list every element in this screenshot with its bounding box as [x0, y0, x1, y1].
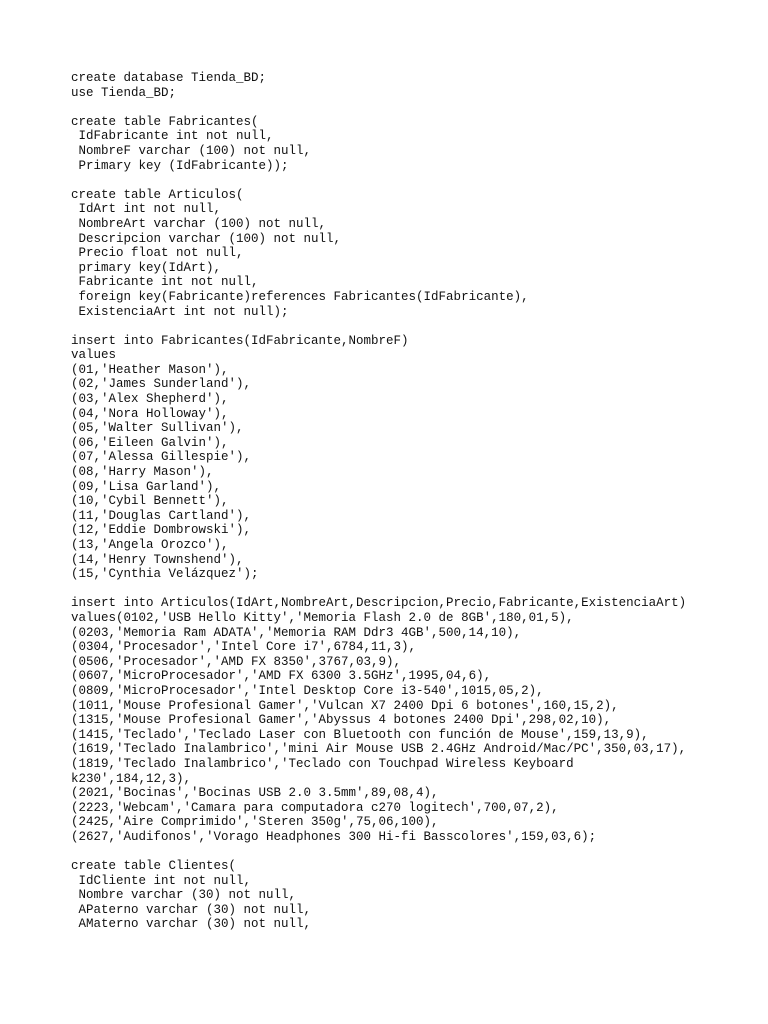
code-line: IdCliente int not null,: [71, 873, 252, 888]
code-line: (1819,'Teclado Inalambrico','Teclado con Touchpad Wireless Keyboard: [71, 756, 574, 771]
code-line: (14,'Henry Townshend'),: [71, 552, 244, 567]
code-line: (01,'Heather Mason'),: [71, 362, 229, 377]
code-line: create table Clientes(: [71, 859, 237, 874]
code-line: k230',184,12,3),: [71, 771, 192, 786]
code-line: (1011,'Mouse Profesional Gamer','Vulcan X7 2400 Dpi 6 botones',160,15,2),: [71, 698, 619, 713]
code-line: Precio float not null,: [71, 246, 244, 261]
code-section: [71, 334, 751, 582]
code-line: (1415,'Teclado','Teclado Laser con Bluetooth con función de Mouse',159,13,9),: [71, 727, 649, 742]
code-line: (04,'Nora Holloway'),: [71, 406, 229, 421]
code-line: IdArt int not null,: [71, 202, 222, 217]
code-line: create database Tienda_BD;: [71, 71, 267, 85]
code-line: foreign key(Fabricante)references Fabricantes(IdFabricante),: [71, 289, 529, 304]
code-line: AMaterno varchar (30) not null,: [71, 917, 312, 932]
code-line: (2627,'Audifonos','Vorago Headphones 300 Hi-fi Basscolores',159,03,6);: [71, 829, 597, 844]
code-line: NombreArt varchar (100) not null,: [71, 216, 327, 231]
code-line: (1315,'Mouse Profesional Gamer','Abyssus 4 botones 2400 Dpi',298,02,10),: [71, 713, 612, 728]
code-line: NombreF varchar (100) not null,: [71, 143, 312, 158]
code-section: [71, 188, 751, 319]
code-line: use Tienda_BD;: [71, 85, 177, 100]
sql-script: [71, 71, 751, 947]
code-line: ExistenciaArt int not null);: [71, 304, 289, 319]
code-line: (0506,'Procesador','AMD FX 8350',3767,03,9),: [71, 654, 402, 669]
code-line: (02,'James Sunderland'),: [71, 377, 252, 392]
code-line: (2425,'Aire Comprimido','Steren 350g',75,06,100),: [71, 815, 439, 830]
code-line: (15,'Cynthia Velázquez');: [71, 567, 259, 582]
code-line: (10,'Cybil Bennett'),: [71, 494, 229, 509]
code-line: (2021,'Bocinas','Bocinas USB 2.0 3.5mm',89,08,4),: [71, 786, 439, 801]
code-line: (12,'Eddie Dombrowski'),: [71, 523, 252, 538]
code-line: primary key(IdArt),: [71, 260, 222, 275]
code-line: (05,'Walter Sullivan'),: [71, 421, 244, 436]
code-line: values: [71, 348, 117, 363]
code-line: (09,'Lisa Garland'),: [71, 479, 222, 494]
code-line: Primary key (IdFabricante));: [71, 158, 289, 173]
code-line: insert into Fabricantes(IdFabricante,NombreF): [71, 333, 409, 348]
code-line: (08,'Harry Mason'),: [71, 465, 214, 480]
code-section: [71, 859, 751, 932]
code-line: (1619,'Teclado Inalambrico','mini Air Mouse USB 2.4GHz Android/Mac/PC',350,03,17),: [71, 742, 687, 757]
code-line: (11,'Douglas Cartland'),: [71, 508, 252, 523]
code-line: (03,'Alex Shepherd'),: [71, 392, 229, 407]
code-line: insert into Articulos(IdArt,NombreArt,Descripcion,Precio,Fabricante,ExistenciaArt): [71, 596, 687, 611]
code-line: (0203,'Memoria Ram ADATA','Memoria RAM Ddr3 4GB',500,14,10),: [71, 625, 522, 640]
code-line: values(0102,'USB Hello Kitty','Memoria Flash 2.0 de 8GB',180,01,5),: [71, 610, 574, 625]
code-line: Descripcion varchar (100) not null,: [71, 231, 342, 246]
code-line: APaterno varchar (30) not null,: [71, 902, 312, 917]
code-line: create table Articulos(: [71, 187, 244, 202]
code-line: (0607,'MicroProcesador','AMD FX 6300 3.5GHz',1995,04,6),: [71, 669, 492, 684]
code-line: (0304,'Procesador','Intel Core i7',6784,11,3),: [71, 640, 417, 655]
code-line: (13,'Angela Orozco'),: [71, 538, 229, 552]
code-line: (0809,'MicroProcesador','Intel Desktop Core i3-540',1015,05,2),: [71, 683, 544, 698]
code-line: (06,'Eileen Galvin'),: [71, 435, 229, 450]
code-line: Fabricante int not null,: [71, 275, 259, 290]
code-line: Nombre varchar (30) not null,: [71, 888, 297, 903]
code-section: [71, 71, 751, 100]
code-line: (2223,'Webcam','Camara para computadora c270 logitech',700,07,2),: [71, 800, 559, 815]
code-line: IdFabricante int not null,: [71, 129, 274, 144]
code-section: [71, 596, 751, 844]
code-line: create table Fabricantes(: [71, 114, 259, 129]
code-section: [71, 115, 751, 173]
code-line: (07,'Alessa Gillespie'),: [71, 450, 252, 465]
